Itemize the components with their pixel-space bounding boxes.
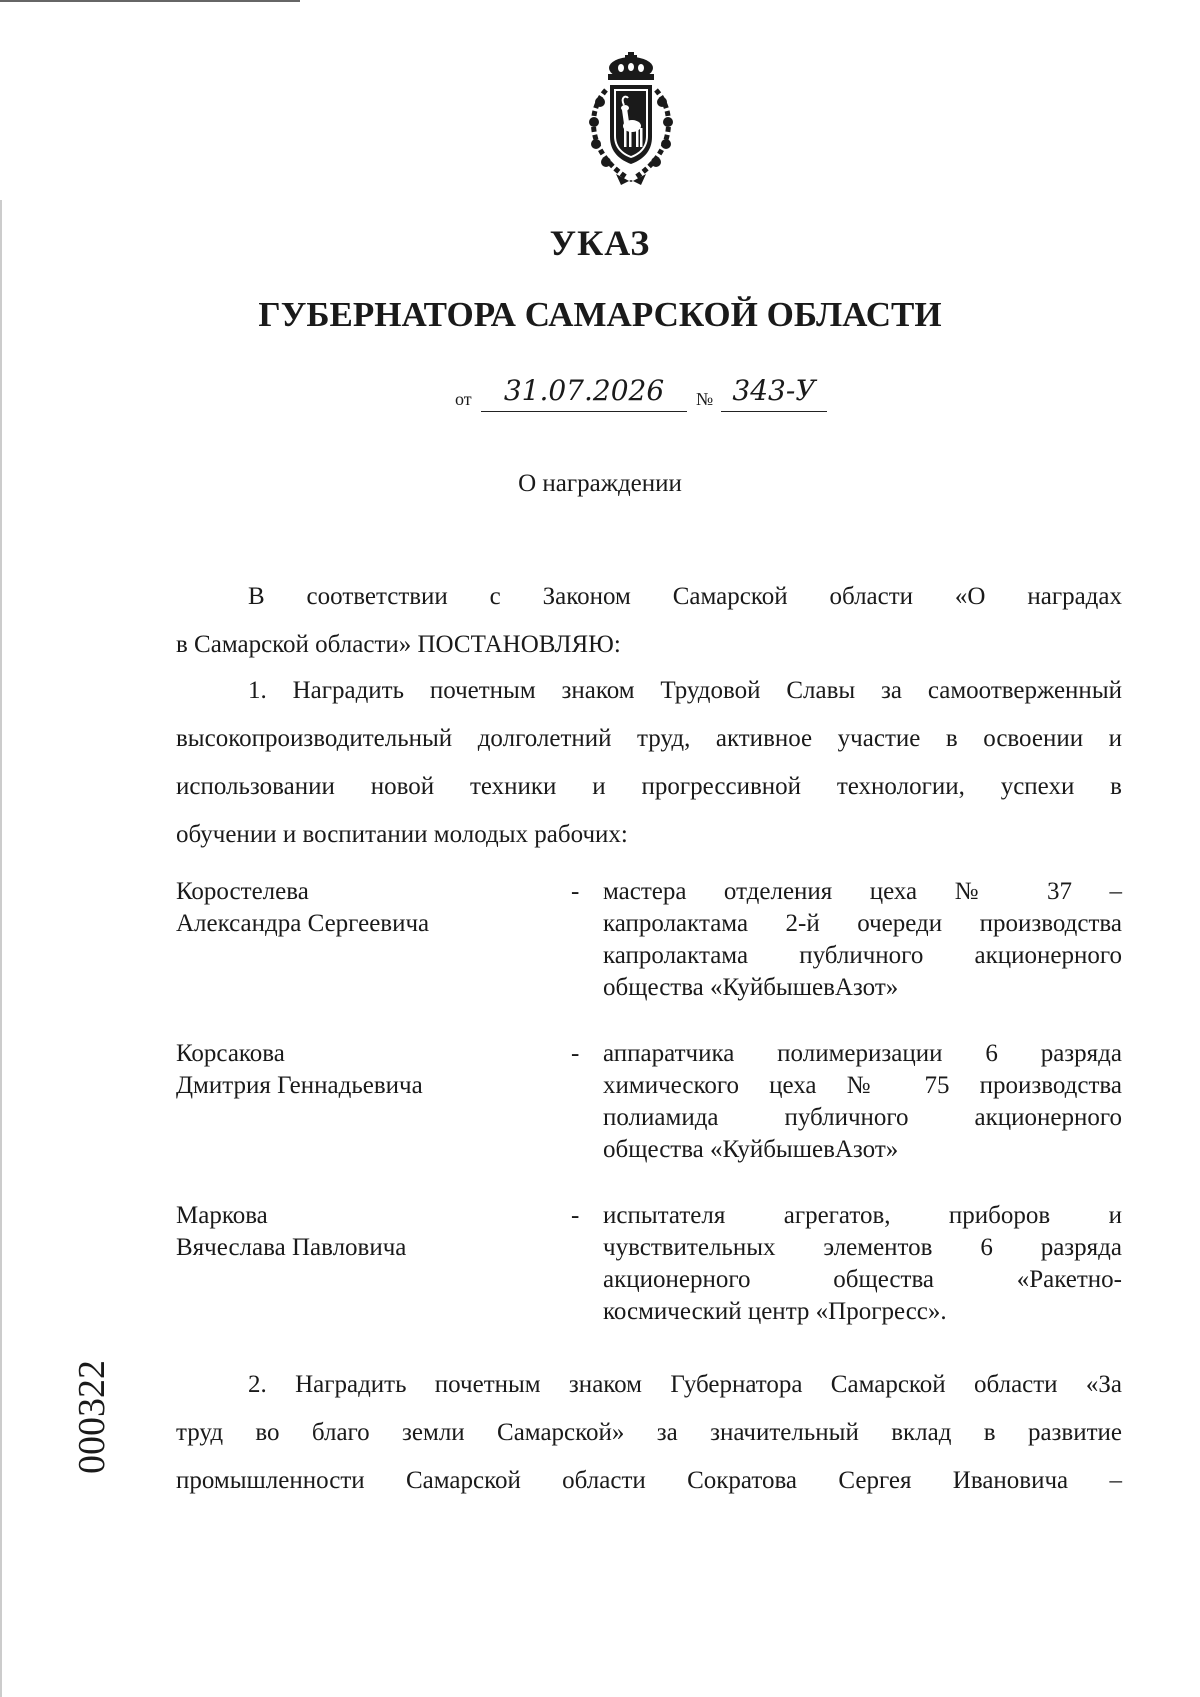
position-line: чувствительных элементов 6 разряда	[603, 1234, 1122, 1261]
item-2-line: труд во благо земли Самарской» за значительный вклад в развитие	[176, 1419, 1122, 1446]
position-line: полиамида публичного акционерного	[603, 1104, 1122, 1131]
awardee-dash: -	[571, 878, 580, 905]
item-2-line: 2. Наградить почетным знаком Губернатора Самарской области «За	[248, 1371, 1122, 1398]
position-line: капролактама 2-й очереди производства	[603, 910, 1122, 937]
position-line: общества «КуйбышевАзот»	[603, 974, 899, 1001]
position-line: мастера отделения цеха № 37 –	[603, 878, 1122, 905]
item-2-line: промышленности Самарской области Сократова Сергея Ивановича –	[176, 1467, 1122, 1494]
awardee-dash: -	[571, 1202, 580, 1229]
position-line: космический центр «Прогресс».	[603, 1298, 947, 1325]
position-line: испытателя агрегатов, приборов и	[603, 1202, 1122, 1229]
awardee-position	[603, 1038, 1122, 1166]
preamble-line: в Самарской области» ПОСТАНОВЛЯЮ:	[176, 631, 621, 658]
awardee-given-names: Александра Сергеевича	[176, 910, 430, 937]
position-line: капролактама публичного акционерного	[603, 942, 1122, 969]
position-line: химического цеха № 75 производства	[603, 1072, 1122, 1099]
position-line: акционерного общества «Ракетно-	[603, 1266, 1122, 1293]
item-1-line: высокопроизводительный долголетний труд, активное участие в освоении и	[176, 725, 1122, 752]
date-number-line	[455, 372, 875, 416]
awardee-name	[176, 876, 556, 940]
awardee-position	[603, 1200, 1122, 1328]
awardee-dash: -	[571, 1040, 580, 1067]
registration-number-stamp: 000322	[71, 1360, 113, 1474]
awardee-name	[176, 1200, 556, 1264]
document-date: 31.07.2026	[481, 371, 687, 412]
document-subject: О награждении	[518, 470, 682, 497]
samara-coat-of-arms-icon	[576, 52, 686, 187]
scan-edge-top	[0, 0, 300, 2]
date-prefix: от	[455, 389, 472, 409]
preamble-line: В соответствии с Законом Самарской области «О наградах	[248, 583, 1122, 610]
number-prefix: №	[696, 389, 714, 409]
preamble	[176, 573, 1122, 669]
position-line: аппаратчика полимеризации 6 разряда	[603, 1040, 1122, 1067]
awardee-surname: Маркова	[176, 1202, 268, 1229]
awardee-position	[603, 876, 1122, 1004]
position-line: общества «КуйбышевАзот»	[603, 1136, 899, 1163]
item-1-line: обучении и воспитании молодых рабочих:	[176, 821, 628, 848]
scan-edge-left	[0, 200, 2, 1697]
document-number: 343-У	[721, 371, 827, 412]
document-issuer: ГУБЕРНАТОРА САМАРСКОЙ ОБЛАСТИ	[258, 295, 942, 334]
document-title: УКАЗ	[549, 223, 651, 263]
awardee-given-names: Дмитрия Геннадьевича	[176, 1072, 423, 1099]
awardee-given-names: Вячеслава Павловича	[176, 1234, 407, 1261]
awardee-surname: Корсакова	[176, 1040, 285, 1067]
awardee-name	[176, 1038, 556, 1102]
awardee-surname: Коростелева	[176, 878, 309, 905]
item-2	[176, 1361, 1122, 1505]
item-1-line: использовании новой техники и прогрессивной технологии, успехи в	[176, 773, 1122, 800]
item-1-line: 1. Наградить почетным знаком Трудовой Славы за самоотверженный	[248, 677, 1122, 704]
item-1	[176, 667, 1122, 859]
